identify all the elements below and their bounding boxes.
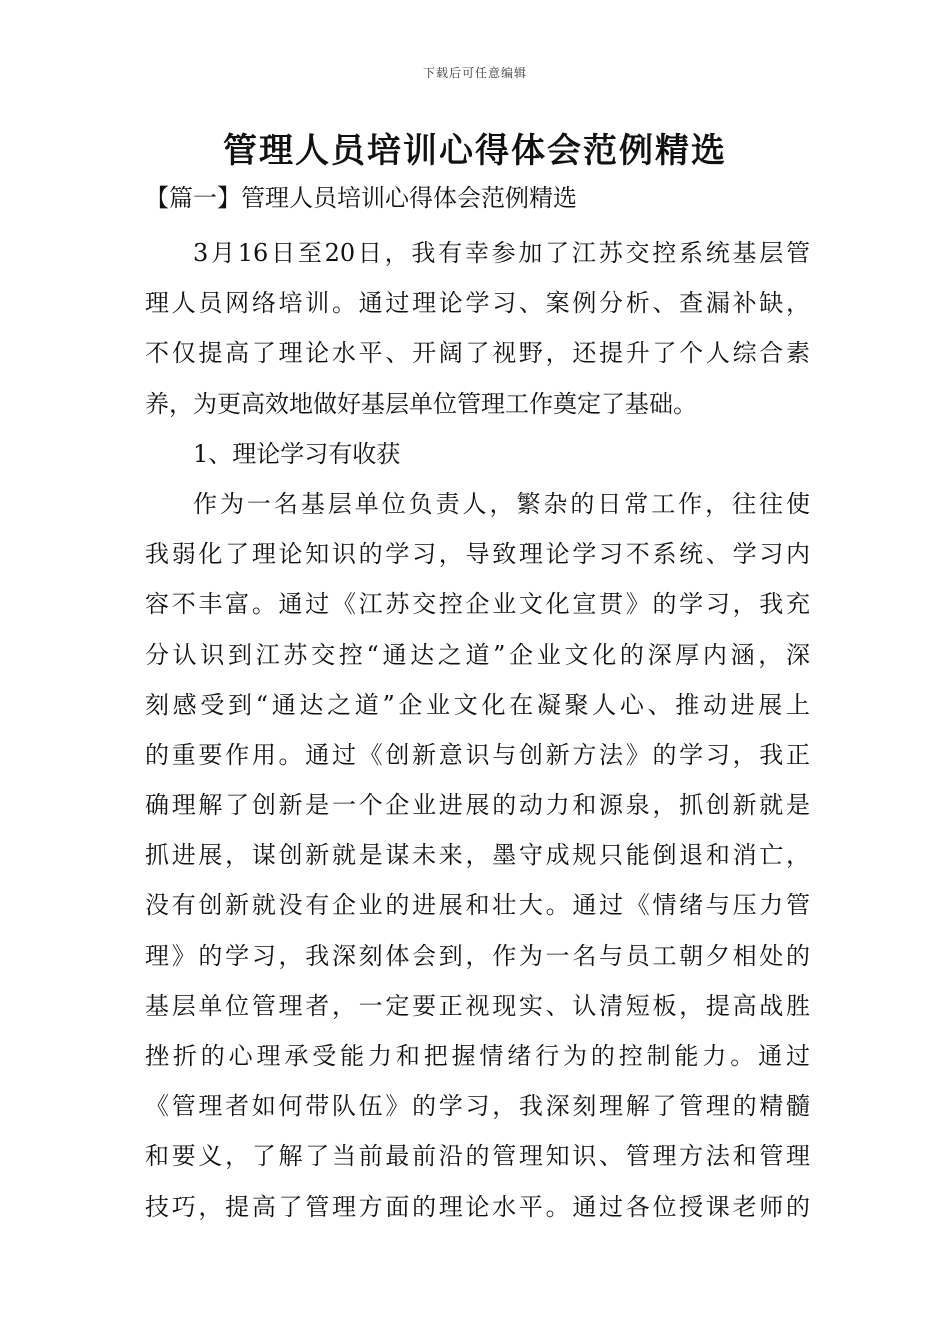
paragraph-line: 挫折的心理承受能力和把握情绪行为的控制能力。通过 <box>145 1042 810 1070</box>
paragraph-line: 确理解了创新是一个企业进展的动力和源泉，抓创新就是 <box>145 791 810 820</box>
paragraph-line: 没有创新就没有企业的进展和壮大。通过《情绪与压力管 <box>145 891 810 920</box>
paragraph-line: 养，为更高效地做好基层单位管理工作奠定了基础。 <box>145 389 697 418</box>
paragraph-line: 理》的学习，我深刻体会到，作为一名与员工朝夕相处的 <box>145 941 810 970</box>
paragraph-line: 3月16日至20日，我有幸参加了江苏交控系统基层管 <box>193 239 810 267</box>
document-title: 管理人员培训心得体会范例精选 <box>223 131 727 171</box>
subheading-line: 1、理论学习有收获 <box>193 439 401 468</box>
paragraph-line: 刻感受到“通达之道”企业文化在凝聚人心、推动进展上 <box>145 690 810 719</box>
paragraph-line: 抓进展，谋创新就是谋未来，墨守成规只能倒退和消亡， <box>145 841 810 870</box>
paragraph-line: 不仅提高了理论水平、开阔了视野，还提升了个人综合素 <box>145 339 810 368</box>
paragraph-line: 《管理者如何带队伍》的学习，我深刻理解了管理的精髓 <box>145 1092 810 1121</box>
paragraph-line: 作为一名基层单位负责人，繁杂的日常工作，往往使 <box>193 489 810 518</box>
paragraph-line: 分认识到江苏交控“通达之道”企业文化的深厚内涵，深 <box>145 640 810 669</box>
body-text <box>145 228 810 1232</box>
paragraph-line: 和要义，了解了当前最前沿的管理知识、管理方法和管理 <box>145 1142 810 1171</box>
section-heading: 【篇一】管理人员培训心得体会范例精选 <box>145 184 577 212</box>
paragraph-line: 的重要作用。通过《创新意识与创新方法》的学习，我正 <box>145 740 810 769</box>
paragraph-line: 容不丰富。通过《江苏交控企业文化宣贯》的学习，我充 <box>145 590 810 619</box>
paragraph-line: 我弱化了理论知识的学习，导致理论学习不系统、学习内 <box>145 540 810 569</box>
header-note: 下载后可任意编辑 <box>422 66 527 80</box>
paragraph-line: 理人员网络培训。通过理论学习、案例分析、查漏补缺， <box>145 289 810 318</box>
paragraph-line: 基层单位管理者，一定要正视现实、认清短板，提高战胜 <box>145 991 810 1020</box>
paragraph-line: 技巧，提高了管理方面的理论水平。通过各位授课老师的 <box>145 1192 810 1221</box>
